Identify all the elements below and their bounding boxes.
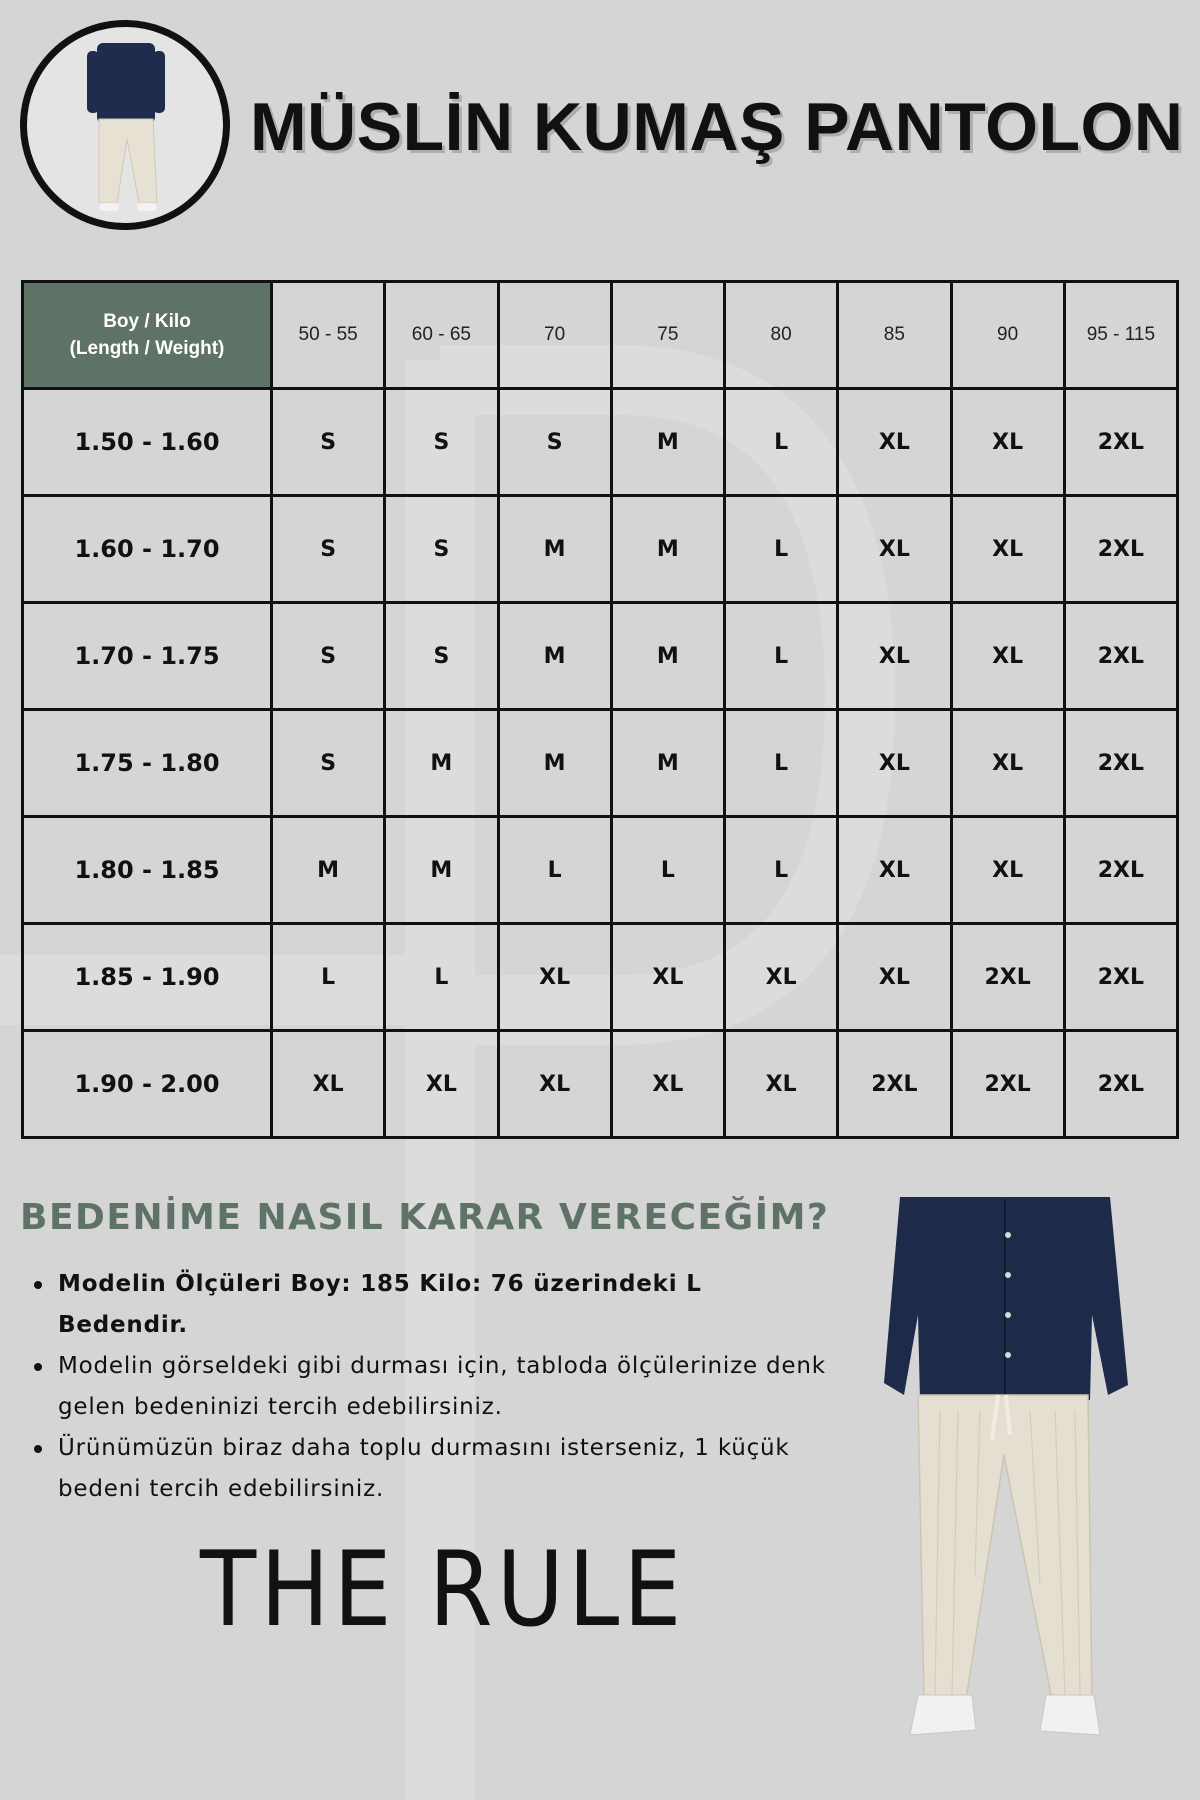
guide-item: Modelin Ölçüleri Boy: 185 Kilo: 76 üzerindeki L Bedendir. xyxy=(30,1264,830,1346)
size-cell: XL xyxy=(838,496,951,603)
size-cell: XL xyxy=(838,710,951,817)
size-cell: XL xyxy=(838,389,951,496)
guide-item: Ürünümüzün biraz daha toplu durmasını isterseniz, 1 küçük bedeni tercih edebilirsiniz. xyxy=(30,1428,830,1510)
weight-column-header: 85 xyxy=(838,282,951,389)
model-photo xyxy=(880,1195,1140,1755)
size-cell: XL xyxy=(498,1031,611,1138)
height-range-cell: 1.90 - 2.00 xyxy=(23,1031,272,1138)
size-cell: 2XL xyxy=(951,924,1064,1031)
guide-heading: BEDENİME NASIL KARAR VERECEĞİM? xyxy=(20,1197,830,1238)
size-cell: L xyxy=(725,603,838,710)
size-cell: XL xyxy=(838,603,951,710)
size-cell: M xyxy=(498,496,611,603)
height-range-cell: 1.60 - 1.70 xyxy=(23,496,272,603)
weight-column-header: 60 - 65 xyxy=(385,282,498,389)
brand-logo: THE RULE xyxy=(200,1530,686,1650)
size-cell: XL xyxy=(611,924,724,1031)
size-cell: M xyxy=(611,389,724,496)
height-range-cell: 1.50 - 1.60 xyxy=(23,389,272,496)
height-range-cell: 1.70 - 1.75 xyxy=(23,603,272,710)
size-cell: 2XL xyxy=(1064,389,1177,496)
table-row xyxy=(23,817,1178,924)
table-row xyxy=(23,389,1178,496)
size-cell: S xyxy=(385,603,498,710)
model-figure-icon xyxy=(27,27,223,223)
height-range-cell: 1.75 - 1.80 xyxy=(23,710,272,817)
table-corner-header xyxy=(23,282,272,389)
size-chart-table xyxy=(21,280,1179,1139)
size-cell: XL xyxy=(498,924,611,1031)
table-row xyxy=(23,924,1178,1031)
size-cell: XL xyxy=(951,710,1064,817)
size-cell: M xyxy=(498,603,611,710)
size-cell: S xyxy=(385,389,498,496)
guide-list xyxy=(30,1264,830,1510)
size-cell: XL xyxy=(951,389,1064,496)
table-row xyxy=(23,710,1178,817)
size-cell: XL xyxy=(838,817,951,924)
size-cell: L xyxy=(725,389,838,496)
size-cell: 2XL xyxy=(1064,817,1177,924)
size-cell: L xyxy=(725,496,838,603)
page-title: MÜSLİN KUMAŞ PANTOLON xyxy=(250,89,1184,165)
weight-column-header: 90 xyxy=(951,282,1064,389)
size-cell: L xyxy=(611,817,724,924)
table-row xyxy=(23,496,1178,603)
size-cell: XL xyxy=(951,496,1064,603)
weight-column-header: 50 - 55 xyxy=(272,282,385,389)
size-cell: XL xyxy=(951,817,1064,924)
table-header-row xyxy=(23,282,1178,389)
size-cell: S xyxy=(272,710,385,817)
size-cell: XL xyxy=(838,924,951,1031)
height-range-cell: 1.85 - 1.90 xyxy=(23,924,272,1031)
size-cell: L xyxy=(725,710,838,817)
size-cell: M xyxy=(385,710,498,817)
size-cell: 2XL xyxy=(1064,710,1177,817)
size-cell: S xyxy=(385,496,498,603)
size-cell: M xyxy=(498,710,611,817)
size-cell: L xyxy=(725,817,838,924)
size-cell: M xyxy=(272,817,385,924)
size-cell: 2XL xyxy=(1064,924,1177,1031)
size-cell: L xyxy=(385,924,498,1031)
size-cell: M xyxy=(385,817,498,924)
size-cell: M xyxy=(611,603,724,710)
model-thumbnail xyxy=(20,20,230,230)
size-cell: S xyxy=(272,496,385,603)
corner-label-line1: Boy / Kilo xyxy=(103,311,191,332)
size-cell: M xyxy=(611,710,724,817)
size-cell: XL xyxy=(951,603,1064,710)
size-cell: 2XL xyxy=(838,1031,951,1138)
size-cell: XL xyxy=(611,1031,724,1138)
size-cell: S xyxy=(272,603,385,710)
size-cell: S xyxy=(498,389,611,496)
table-body xyxy=(23,389,1178,1138)
weight-column-header: 80 xyxy=(725,282,838,389)
weight-column-header: 75 xyxy=(611,282,724,389)
size-cell: L xyxy=(498,817,611,924)
size-cell: XL xyxy=(385,1031,498,1138)
weight-column-header: 95 - 115 xyxy=(1064,282,1177,389)
size-cell: XL xyxy=(725,924,838,1031)
size-cell: 2XL xyxy=(1064,496,1177,603)
guide-item: Modelin görseldeki gibi durması için, tabloda ölçülerinize denk gelen bedeninizi tercih edebilirsiniz. xyxy=(30,1346,830,1428)
size-cell: S xyxy=(272,389,385,496)
size-cell: XL xyxy=(725,1031,838,1138)
table-row xyxy=(23,603,1178,710)
size-cell: 2XL xyxy=(951,1031,1064,1138)
header xyxy=(0,0,1200,250)
corner-label-line2: (Length / Weight) xyxy=(69,338,225,359)
table-row xyxy=(23,1031,1178,1138)
height-range-cell: 1.80 - 1.85 xyxy=(23,817,272,924)
size-cell: M xyxy=(611,496,724,603)
weight-column-header: 70 xyxy=(498,282,611,389)
size-cell: 2XL xyxy=(1064,1031,1177,1138)
size-cell: L xyxy=(272,924,385,1031)
size-cell: 2XL xyxy=(1064,603,1177,710)
size-cell: XL xyxy=(272,1031,385,1138)
